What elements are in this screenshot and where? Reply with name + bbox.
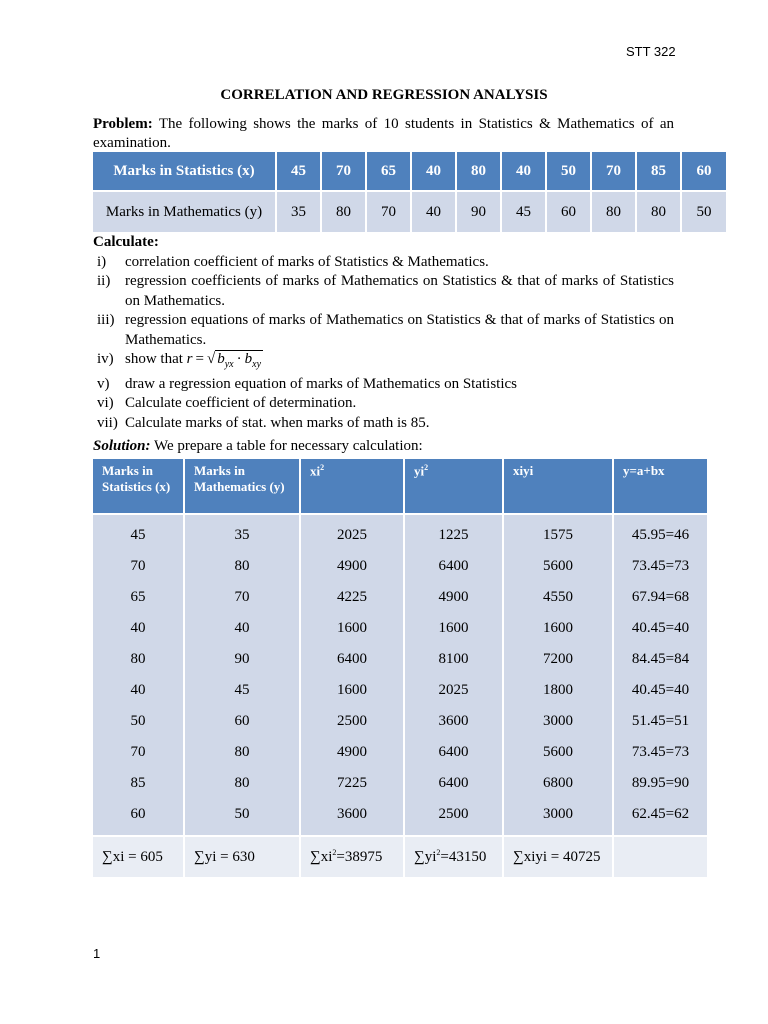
- table-cell: 35: [185, 515, 301, 551]
- table-row: [93, 613, 709, 644]
- table-cell: 40: [412, 192, 457, 234]
- table-cell: 73.45=73: [614, 551, 709, 582]
- item-text: Calculate coefficient of determination.: [125, 395, 357, 411]
- table-cell: 85: [637, 152, 682, 192]
- marks-data-table: [93, 152, 728, 234]
- table-cell: 80: [592, 192, 637, 234]
- table-cell: 45: [502, 192, 547, 234]
- problem-label: Problem:: [93, 116, 153, 132]
- table-cell: 50: [547, 152, 592, 192]
- table-row: [93, 582, 709, 613]
- item-number: ii): [97, 273, 111, 289]
- table-row: [93, 551, 709, 582]
- table-cell: 45: [185, 675, 301, 706]
- table-cell: 1600: [405, 613, 504, 644]
- column-header: $xi^2$: [301, 459, 405, 515]
- sum-cell: $\sum yi^2=43150$: [405, 835, 504, 877]
- table-cell: 51.45=51: [614, 706, 709, 737]
- list-item: [93, 375, 674, 395]
- table-row: [93, 675, 709, 706]
- list-item: [93, 394, 674, 414]
- item-number: vi): [97, 395, 114, 411]
- column-header: xiyi: [504, 459, 614, 515]
- column-header: Marks in Statistics (x): [93, 459, 185, 515]
- table-cell: 1800: [504, 675, 614, 706]
- table-cell: 6400: [405, 551, 504, 582]
- table-cell: 2500: [405, 799, 504, 835]
- table-cell: 80: [185, 551, 301, 582]
- table-cell: 40: [93, 675, 185, 706]
- table-cell: 5600: [504, 551, 614, 582]
- table-row: [93, 799, 709, 835]
- sum-cell: ∑xiyi = 40725: [504, 835, 614, 877]
- table-cell: 6400: [405, 737, 504, 768]
- table-cell: 60: [682, 152, 728, 192]
- table-cell: 73.45=73: [614, 737, 709, 768]
- item-number: v): [97, 375, 110, 392]
- item-number: i): [97, 253, 107, 270]
- item-number: vii): [97, 414, 118, 431]
- column-header: $yi^2$: [405, 459, 504, 515]
- table-cell: 3000: [504, 706, 614, 737]
- table-cell: 1600: [504, 613, 614, 644]
- table-cell: 62.45=62: [614, 799, 709, 835]
- list-item: [93, 272, 674, 311]
- table-cell: 3600: [301, 799, 405, 835]
- table-cell: 4900: [405, 582, 504, 613]
- item-number: iii): [97, 312, 115, 328]
- item-number: iv): [97, 351, 114, 367]
- solution-text: We prepare a table for necessary calculation:: [154, 438, 423, 454]
- table-cell: 5600: [504, 737, 614, 768]
- sum-row: [93, 835, 709, 877]
- item-text: correlation coefficient of marks of Statistics & Mathematics.: [125, 253, 489, 270]
- row-label: Marks in Statistics (x): [93, 152, 277, 192]
- row-label: Marks in Mathematics (y): [93, 192, 277, 234]
- table-cell: 4225: [301, 582, 405, 613]
- table-row: [93, 737, 709, 768]
- table-cell: 1600: [301, 613, 405, 644]
- item-text: draw a regression equation of marks of Mathematics on Statistics: [125, 375, 517, 392]
- table-cell: 7200: [504, 644, 614, 675]
- statistics-row: [93, 152, 728, 192]
- table-cell: 2500: [301, 706, 405, 737]
- table-cell: 4900: [301, 737, 405, 768]
- list-item: [93, 414, 674, 434]
- table-cell: 7225: [301, 768, 405, 799]
- table-cell: 2025: [301, 515, 405, 551]
- table-cell: 45.95=46: [614, 515, 709, 551]
- table-cell: 70: [322, 152, 367, 192]
- table-cell: 80: [457, 152, 502, 192]
- calculate-heading: Calculate:: [93, 234, 159, 250]
- table-cell: 3600: [405, 706, 504, 737]
- table-cell: 6800: [504, 768, 614, 799]
- table-cell: 1225: [405, 515, 504, 551]
- table-cell: 45: [93, 515, 185, 551]
- table-cell: 60: [547, 192, 592, 234]
- item-text: regression coefficients of marks of Mathematics on Statistics & that of marks of Statistics on Mathematics.: [125, 273, 674, 309]
- table-row: [93, 644, 709, 675]
- table-row: [93, 768, 709, 799]
- page-title: CORRELATION AND REGRESSION ANALYSIS: [220, 87, 548, 103]
- page-number: 1: [93, 946, 101, 961]
- sum-cell: ∑yi = 630: [185, 835, 301, 877]
- table-cell: 3000: [504, 799, 614, 835]
- column-header: Marks in Mathematics (y): [185, 459, 301, 515]
- table-cell: 40: [412, 152, 457, 192]
- table-cell: 1575: [504, 515, 614, 551]
- table-cell: 90: [185, 644, 301, 675]
- problem-statement: [93, 115, 674, 153]
- table-cell: 2025: [405, 675, 504, 706]
- item-text: Calculate marks of stat. when marks of math is 85.: [125, 414, 430, 431]
- formula-r: r = √ $b_{yx} \cdot b_{xy}$: [186, 351, 262, 370]
- table-cell: 4550: [504, 582, 614, 613]
- table-cell: 90: [457, 192, 502, 234]
- table-cell: 6400: [405, 768, 504, 799]
- table-cell: 70: [93, 551, 185, 582]
- item-text: regression equations of marks of Mathematics on Statistics & that of marks of Statistics on Mathematics.: [125, 312, 674, 348]
- table-cell: 40.45=40: [614, 613, 709, 644]
- item-text: show that: [125, 351, 183, 367]
- calculate-section: [93, 233, 674, 433]
- table-cell: 50: [185, 799, 301, 835]
- mathematics-row: [93, 192, 728, 234]
- table-cell: 70: [367, 192, 412, 234]
- table-row: [93, 706, 709, 737]
- table-cell: 45: [277, 152, 322, 192]
- table-cell: 60: [93, 799, 185, 835]
- table-cell: 70: [93, 737, 185, 768]
- table-cell: 35: [277, 192, 322, 234]
- table-cell: 40: [185, 613, 301, 644]
- table-cell: 80: [637, 192, 682, 234]
- table-cell: 85: [93, 768, 185, 799]
- solution-line: [93, 438, 423, 455]
- table-cell: 65: [367, 152, 412, 192]
- calculate-list: [93, 253, 674, 434]
- sum-cell: [614, 835, 709, 877]
- table-cell: 50: [682, 192, 728, 234]
- table-cell: 6400: [301, 644, 405, 675]
- table-cell: 40: [502, 152, 547, 192]
- table-cell: 8100: [405, 644, 504, 675]
- calculation-table: [93, 459, 709, 877]
- table-cell: 50: [93, 706, 185, 737]
- solution-label: Solution:: [93, 438, 151, 454]
- table-cell: 80: [185, 768, 301, 799]
- table-cell: 80: [185, 737, 301, 768]
- table-cell: 89.95=90: [614, 768, 709, 799]
- table-cell: 67.94=68: [614, 582, 709, 613]
- table-cell: 4900: [301, 551, 405, 582]
- table-cell: 80: [93, 644, 185, 675]
- list-item: [93, 311, 674, 350]
- course-code: STT 322: [626, 44, 676, 59]
- table-cell: 80: [322, 192, 367, 234]
- table-cell: 70: [592, 152, 637, 192]
- table-cell: 1600: [301, 675, 405, 706]
- sum-cell: ∑xi = 605: [93, 835, 185, 877]
- table-header-row: [93, 459, 709, 515]
- table-cell: 40.45=40: [614, 675, 709, 706]
- table-cell: 70: [185, 582, 301, 613]
- list-item: [93, 253, 674, 273]
- table-cell: 65: [93, 582, 185, 613]
- table-cell: 60: [185, 706, 301, 737]
- table-cell: 84.45=84: [614, 644, 709, 675]
- problem-text: The following shows the marks of 10 students in Statistics & Mathematics of an examination.: [93, 116, 675, 151]
- table-cell: 40: [93, 613, 185, 644]
- column-header: y=a+bx: [614, 459, 709, 515]
- table-row: [93, 515, 709, 551]
- list-item: [93, 350, 674, 375]
- sum-cell: $\sum xi^2=38975$: [301, 835, 405, 877]
